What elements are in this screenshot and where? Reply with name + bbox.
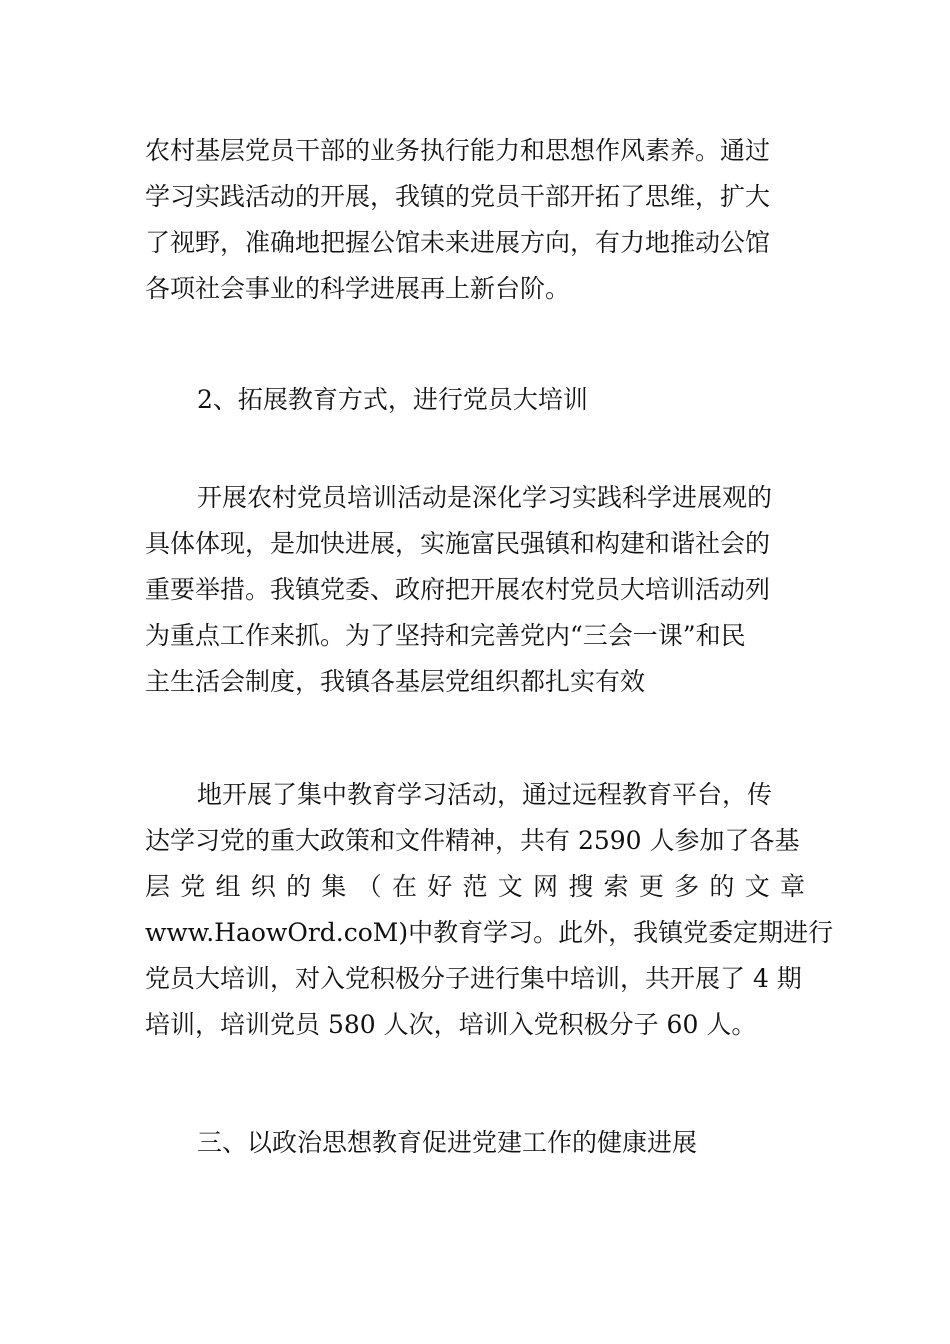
text-line: 开展农村党员培训活动是深化学习实践科学进展观的	[197, 483, 773, 512]
text-line: 党员大培训，对入党积极分子进行集中培训，共开展了 4 期	[145, 964, 802, 993]
text-line: www.HaowOrd.coM)中教育学习。此外，我镇党委定期进行	[145, 918, 834, 947]
heading-text: 三、以政治思想教育促进党建工作的健康进展	[197, 1128, 698, 1157]
paragraph-1	[145, 128, 805, 312]
text-line: 了视野，准确地把握公馆未来进展方向，有力地推动公馆	[145, 228, 771, 257]
paragraph-2	[145, 475, 805, 705]
text-line: 地开展了集中教育学习活动，通过远程教育平台，传	[197, 780, 773, 809]
paragraph-3	[145, 772, 834, 1048]
section-heading-3	[145, 1120, 805, 1166]
text-line: 主生活会制度，我镇各基层党组织都扎实有效	[145, 667, 646, 696]
section-heading-2	[145, 377, 805, 423]
text-line: 培训，培训党员 580 人次，培训入党积极分子 60 人。	[145, 1010, 757, 1039]
text-line: 具体体现，是加快进展，实施富民强镇和构建和谐社会的	[145, 529, 771, 558]
text-line: 达学习党的重大政策和文件精神，共有 2590 人参加了各基	[145, 826, 800, 855]
text-line: 农村基层党员干部的业务执行能力和思想作风素养。通过	[145, 136, 771, 165]
text-line: 各项社会事业的科学进展再上新台阶。	[145, 274, 571, 303]
text-line: 为重点工作来抓。为了坚持和完善党内“三会一课”和民	[145, 621, 746, 650]
text-line: 学习实践活动的开展，我镇的党员干部开拓了思维，扩大	[145, 182, 771, 211]
text-line: 重要举措。我镇党委、政府把开展农村党员大培训活动列	[145, 575, 771, 604]
text-line: 层党组织的集（在好范文网搜索更多的文章	[145, 872, 805, 901]
heading-text: 2、拓展教育方式，进行党员大培训	[197, 385, 588, 414]
